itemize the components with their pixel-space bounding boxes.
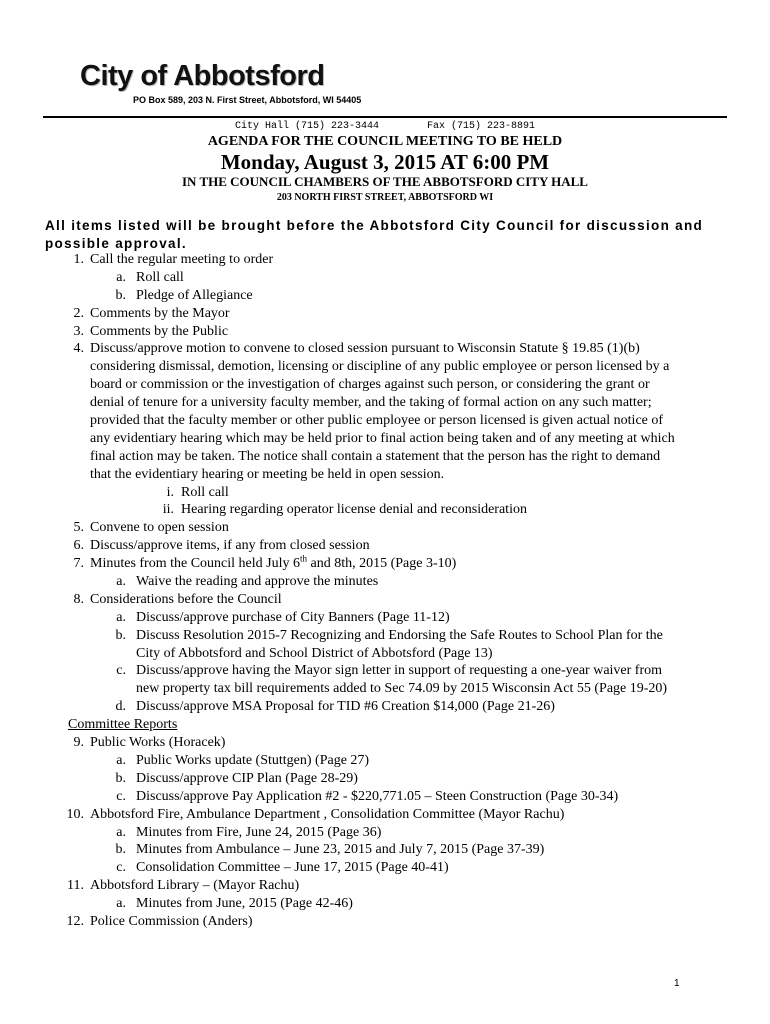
item-number: d. — [115, 699, 126, 715]
header-divider — [43, 116, 727, 118]
item-number: 4. — [73, 341, 84, 357]
item-text: Pledge of Allegiance — [136, 287, 253, 303]
agenda-line — [0, 698, 770, 716]
item-number: 11. — [67, 878, 84, 894]
item-text: Police Commission (Anders) — [90, 913, 253, 929]
agenda-line — [0, 519, 770, 537]
agenda-line — [0, 859, 770, 877]
item-text: Call the regular meeting to order — [90, 252, 274, 267]
item-text: Roll call — [181, 484, 229, 500]
item-text: Considerations before the Council — [90, 591, 282, 607]
item-text: Minutes from June, 2015 (Page 42-46) — [136, 896, 353, 912]
item-text: Discuss/approve MSA Proposal for TID #6 Creation $14,000 (Page 21-26) — [136, 699, 555, 715]
agenda-line — [0, 448, 770, 466]
item-number: 6. — [73, 538, 84, 554]
item-text: City of Abbotsford and School District of Abbotsford (Page 13) — [136, 645, 493, 661]
agenda-line — [0, 251, 770, 269]
city-title: City of Abbotsford — [80, 60, 325, 92]
agenda-line — [0, 537, 770, 555]
item-number: a. — [116, 574, 126, 590]
item-number: a. — [116, 609, 126, 625]
phone-numbers: City Hall (715) 223-3444 Fax (715) 223-8891 — [234, 121, 536, 132]
agenda-list — [0, 251, 770, 931]
item-text: Comments by the Public — [90, 323, 229, 339]
item-text: Abbotsford Fire, Ambulance Department , Consolidation Committee (Mayor Rachu) — [90, 806, 565, 822]
meeting-street: 203 NORTH FIRST STREET, ABBOTSFORD WI — [276, 192, 494, 203]
item-text: board or commission or the investigation of charges against such person, or considering the grant or — [90, 377, 650, 393]
agenda-line — [0, 501, 770, 519]
meeting-date: Monday, August 3, 2015 AT 6:00 PM — [220, 150, 550, 174]
agenda-line — [0, 573, 770, 591]
item-text: Minutes from Fire, June 24, 2015 (Page 36) — [136, 824, 382, 840]
item-text: Roll call — [136, 269, 184, 285]
item-number: 10. — [66, 806, 84, 822]
agenda-line — [0, 484, 770, 502]
page-number: 1 — [674, 978, 680, 989]
item-text: Public Works update (Stuttgen) (Page 27) — [136, 752, 370, 768]
item-number: i. — [166, 484, 174, 500]
item-number: b. — [115, 770, 126, 786]
agenda-line — [0, 895, 770, 913]
item-text: denial of tenure for a university faculty member, and the taking of formal action on any such matter; — [90, 395, 652, 411]
agenda-line — [0, 841, 770, 859]
agenda-line — [0, 734, 770, 752]
item-text: new property tax bill requirements added to Sec 74.09 by 2015 Wisconsin Act 55 (Page 19-20) — [136, 681, 668, 697]
item-text: considering dismissal, demotion, licensing or discipline of any public employee or person licensed by a — [90, 359, 670, 375]
section-heading: Committee Reports — [68, 717, 178, 733]
item-number: 3. — [73, 323, 84, 339]
agenda-line — [0, 591, 770, 609]
agenda-line — [0, 430, 770, 448]
item-text: Discuss/approve purchase of City Banners (Page 11-12) — [136, 609, 450, 625]
item-number: 1. — [73, 252, 84, 267]
item-text: Discuss/approve CIP Plan (Page 28-29) — [136, 770, 358, 786]
item-number: a. — [116, 752, 126, 768]
agenda-line — [0, 358, 770, 376]
item-number: 8. — [73, 591, 84, 607]
agenda-line — [0, 305, 770, 323]
agenda-line — [0, 269, 770, 287]
agenda-line — [0, 466, 770, 484]
agenda-line — [0, 752, 770, 770]
intro-statement: All items listed will be brought before the Abbotsford City Council for discussion and possible approval. — [45, 218, 704, 251]
agenda-line — [0, 394, 770, 412]
agenda-line — [0, 770, 770, 788]
agenda-line — [0, 806, 770, 824]
item-text: provided that the faculty member or other public employee or person licensed is given actual notice of — [90, 413, 664, 429]
item-number: a. — [116, 269, 126, 285]
agenda-line — [0, 877, 770, 895]
agenda-line — [0, 555, 770, 573]
item-text: Abbotsford Library – (Mayor Rachu) — [90, 878, 300, 894]
item-number: 9. — [73, 735, 84, 751]
item-number: a. — [116, 896, 126, 912]
item-text: Hearing regarding operator license denial and reconsideration — [181, 502, 527, 518]
item-text: Discuss/approve motion to convene to closed session pursuant to Wisconsin Statute § 19.85 (1)(b) — [90, 341, 640, 357]
item-number: 12. — [66, 913, 84, 929]
item-text: Consolidation Committee – June 17, 2015 (Page 40-41) — [136, 860, 449, 876]
agenda-line — [0, 412, 770, 430]
item-number: ii. — [162, 502, 174, 518]
item-text: Comments by the Mayor — [90, 305, 230, 321]
item-number: b. — [115, 842, 126, 858]
agenda-heading: AGENDA FOR THE COUNCIL MEETING TO BE HELD — [207, 134, 563, 149]
item-text: Discuss/approve items, if any from closed session — [90, 538, 370, 554]
item-number: c. — [116, 663, 126, 679]
agenda-line — [0, 824, 770, 842]
item-text: Waive the reading and approve the minutes — [136, 574, 379, 590]
agenda-line — [0, 913, 770, 931]
agenda-line — [0, 287, 770, 305]
item-text: Public Works (Horacek) — [90, 735, 226, 751]
item-text: Discuss/approve having the Mayor sign letter in support of requesting a one-year waiver from — [136, 663, 663, 679]
item-number: c. — [116, 860, 126, 876]
item-text: any evidentiary hearing which may be held prior to final action being taken and of any meeting at which — [90, 430, 675, 446]
item-text: Discuss/approve Pay Application #2 - $220,771.05 – Steen Construction (Page 30-34) — [136, 788, 619, 804]
agenda-line — [0, 323, 770, 341]
item-text: Convene to open session — [90, 520, 229, 536]
item-number: a. — [116, 824, 126, 840]
item-text: Minutes from the Council held July 6th and 8th, 2015 (Page 3-10) — [90, 553, 457, 572]
item-number: 7. — [73, 556, 84, 572]
agenda-line — [0, 788, 770, 806]
city-address: PO Box 589, 203 N. First Street, Abbotsford, WI 54405 — [133, 95, 362, 105]
item-number: 5. — [73, 520, 84, 536]
meeting-location: IN THE COUNCIL CHAMBERS OF THE ABBOTSFORD CITY HALL — [182, 174, 588, 189]
item-text: Minutes from Ambulance – June 23, 2015 and July 7, 2015 (Page 37-39) — [136, 842, 545, 858]
item-number: 2. — [73, 305, 84, 321]
agenda-line — [0, 716, 770, 734]
item-text: Discuss Resolution 2015-7 Recognizing and Endorsing the Safe Routes to School Plan for the — [136, 627, 663, 643]
agenda-line — [0, 680, 770, 698]
item-number: b. — [115, 287, 126, 303]
agenda-line — [0, 627, 770, 645]
item-number: c. — [116, 788, 126, 804]
agenda-line — [0, 376, 770, 394]
item-text: that the evidentiary hearing or meeting be held in open session. — [90, 466, 445, 482]
agenda-line — [0, 645, 770, 663]
item-number: b. — [115, 627, 126, 643]
item-text: final action may be taken. The notice shall contain a statement that the person has the right to demand — [90, 448, 661, 464]
agenda-line — [0, 609, 770, 627]
agenda-line — [0, 340, 770, 358]
agenda-line — [0, 662, 770, 680]
